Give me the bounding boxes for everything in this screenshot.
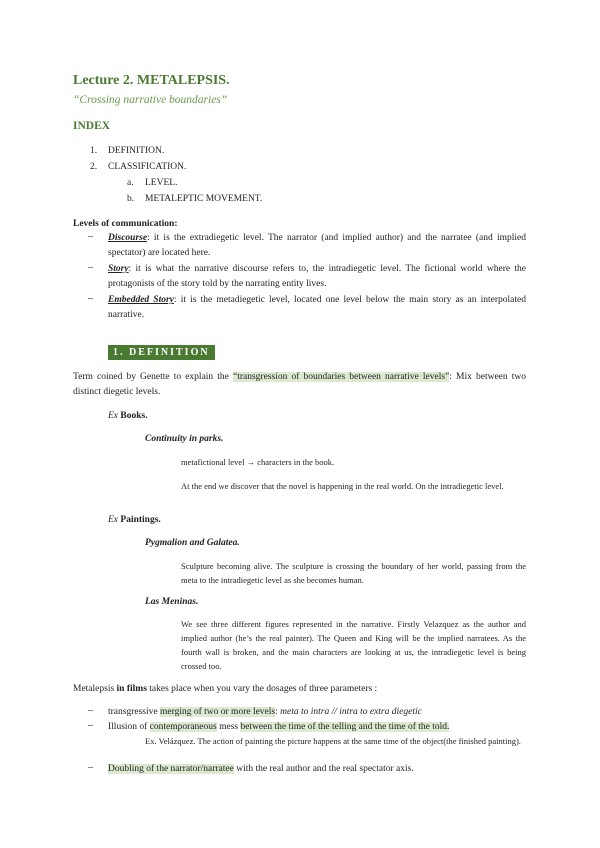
films-param-merging: transgressive merging of two or more levels: meta to intra // intra to extra diegetic (108, 707, 422, 717)
page-title: Lecture 2. METALEPSIS. (73, 73, 230, 88)
continuity-line1: metafictional level → characters in the book. (181, 457, 335, 467)
meninas-text: We see three different figures represented in the narrative. Firstly Velazquez as the author and implied author (he’s the real painter). The Queen and King will be the implied narratees. As the fourth wall is broken, and the main characters are looking at us, the intradiegetic level is being crossed too. (181, 619, 526, 671)
page-subtitle: “Crossing narrative boundaries” (73, 94, 228, 106)
level-story: Story: it is what the narrative discourse refers to, the intradiegetic level. The fictional world where the protagonists of the story told by the narrating entity lives. (108, 264, 526, 289)
example-paintings: Ex Paintings. (108, 515, 161, 525)
definition-intro: Term coined by Genette to explain the “transgression of boundaries between narrative levels”: Mix between two distinct diegetic levels. (73, 372, 526, 397)
index-subitem-metaleptic: METALEPTIC MOVEMENT. (145, 194, 263, 204)
index-heading: INDEX (73, 120, 111, 132)
level-discourse: Discourse: it is the extradiegetic level. The narrator (and implied author) and the narratee (and implied spectator) are located here. (108, 233, 526, 258)
pygmalion-title: Pygmalion and Galatea. (145, 538, 240, 548)
index-item-num: 2. (90, 162, 98, 172)
index-subitem-num: b. (127, 194, 135, 204)
continuity-line2: At the end we discover that the novel is happening in the real world. On the intradiegetic level. (181, 481, 504, 491)
bullet-dash: – (88, 293, 93, 304)
index-item-classification: CLASSIFICATION. (108, 162, 187, 172)
index-item-num: 1. (90, 146, 98, 156)
films-intro: Metalepsis in films takes place when you vary the dosages of three parameters : (73, 684, 378, 694)
levels-heading: Levels of communication: (73, 219, 178, 229)
index-subitem-num: a. (127, 178, 134, 188)
example-books: Ex Books. (108, 411, 148, 421)
continuity-title: Continuity in parks. (145, 434, 224, 444)
films-param-contemporaneous: Illusion of contemporaneous mess between the time of the telling and the time of the told. (108, 722, 450, 732)
section-banner-definition: 1. DEFINITION (108, 345, 215, 360)
bullet-dash: – (88, 720, 93, 731)
films-param-doubling: Doubling of the narrator/narratee with the real author and the real spectator axis. (108, 764, 414, 774)
films-example-velazquez: Ex. Velázquez. The action of painting the picture happens at the same time of the object(the finished painting). (145, 736, 521, 746)
bullet-dash: – (88, 231, 93, 242)
index-subitem-level: LEVEL. (145, 178, 178, 188)
pygmalion-text: Sculpture becoming alive. The sculpture is crossing the boundary of her world, passing from the meta to the intradiegetic level as she becomes human. (181, 561, 526, 585)
bullet-dash: – (88, 762, 93, 773)
level-embedded-story: Embedded Story: it is the metadiegetic level, located one level below the main story as an interpolated narrative. (108, 295, 527, 320)
bullet-dash: – (88, 705, 93, 716)
meninas-title: Las Meninas. (145, 597, 199, 607)
index-item-definition: DEFINITION. (108, 146, 165, 156)
bullet-dash: – (88, 262, 93, 273)
